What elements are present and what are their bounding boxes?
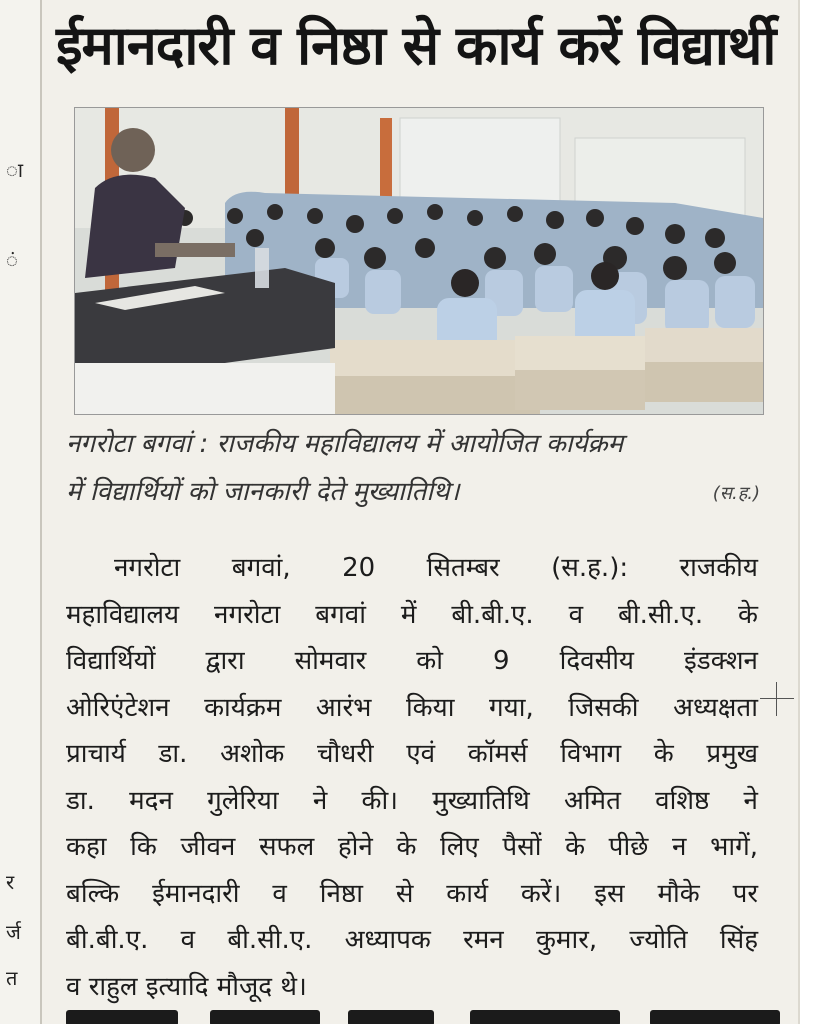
photo-caption — [66, 420, 766, 516]
article-line: बी.बी.ए. व बी.सी.ए. अध्यापक रमन कुमार, ज्योति सिंह — [66, 925, 758, 955]
adjacent-column-fragment: ा — [6, 158, 24, 182]
registration-mark-icon — [760, 682, 794, 716]
next-headline-cutoff — [60, 996, 790, 1024]
adjacent-column-strip — [0, 0, 40, 1024]
article-line: प्राचार्य डा. अशोक चौधरी एवं कॉमर्स विभाग के प्रमुख — [66, 739, 758, 769]
page-edge — [800, 0, 813, 1024]
article-headline: ईमानदारी व निष्ठा से कार्य करें विद्यार्थी — [56, 14, 776, 77]
article-line: व राहुल इत्यादि मौजूद थे। — [66, 971, 307, 1002]
article-line: कहा कि जीवन सफल होने के लिए पैसों के पीछे न भागें, — [66, 832, 758, 862]
caption-line: में विद्यार्थियों को जानकारी देते मुख्यातिथि। — [66, 477, 460, 507]
caption-line: नगरोटा बगवां : राजकीय महाविद्यालय में आयोजित कार्यक्रम — [66, 429, 624, 459]
article-line: डा. मदन गुलेरिया ने की। मुख्यातिथि अमित वशिष्ठ ने — [66, 785, 758, 816]
adjacent-column-fragment: त — [6, 966, 18, 990]
column-divider — [40, 0, 42, 1024]
article-body — [66, 545, 758, 1010]
article-line: विद्यार्थियों द्वारा सोमवार को 9 दिवसीय इंडक्शन — [66, 646, 758, 676]
article-line: नगरोटा बगवां, 20 सितम्बर (स.ह.): राजकीय — [114, 553, 758, 583]
article-line: बल्कि ईमानदारी व निष्ठा से कार्य करें। इस मौके पर — [66, 878, 758, 909]
classroom-photo — [74, 107, 764, 415]
adjacent-column-fragment: र्ज — [6, 920, 21, 944]
adjacent-column-fragment: र — [6, 870, 15, 894]
adjacent-column-fragment: ं — [6, 248, 18, 272]
caption-credit: (स.ह.) — [712, 483, 760, 504]
article-line: महाविद्यालय नगरोटा बगवां में बी.बी.ए. व बी.सी.ए. के — [66, 599, 758, 630]
article-line: ओरिएंटेशन कार्यक्रम आरंभ किया गया, जिसकी अध्यक्षता — [66, 692, 758, 723]
